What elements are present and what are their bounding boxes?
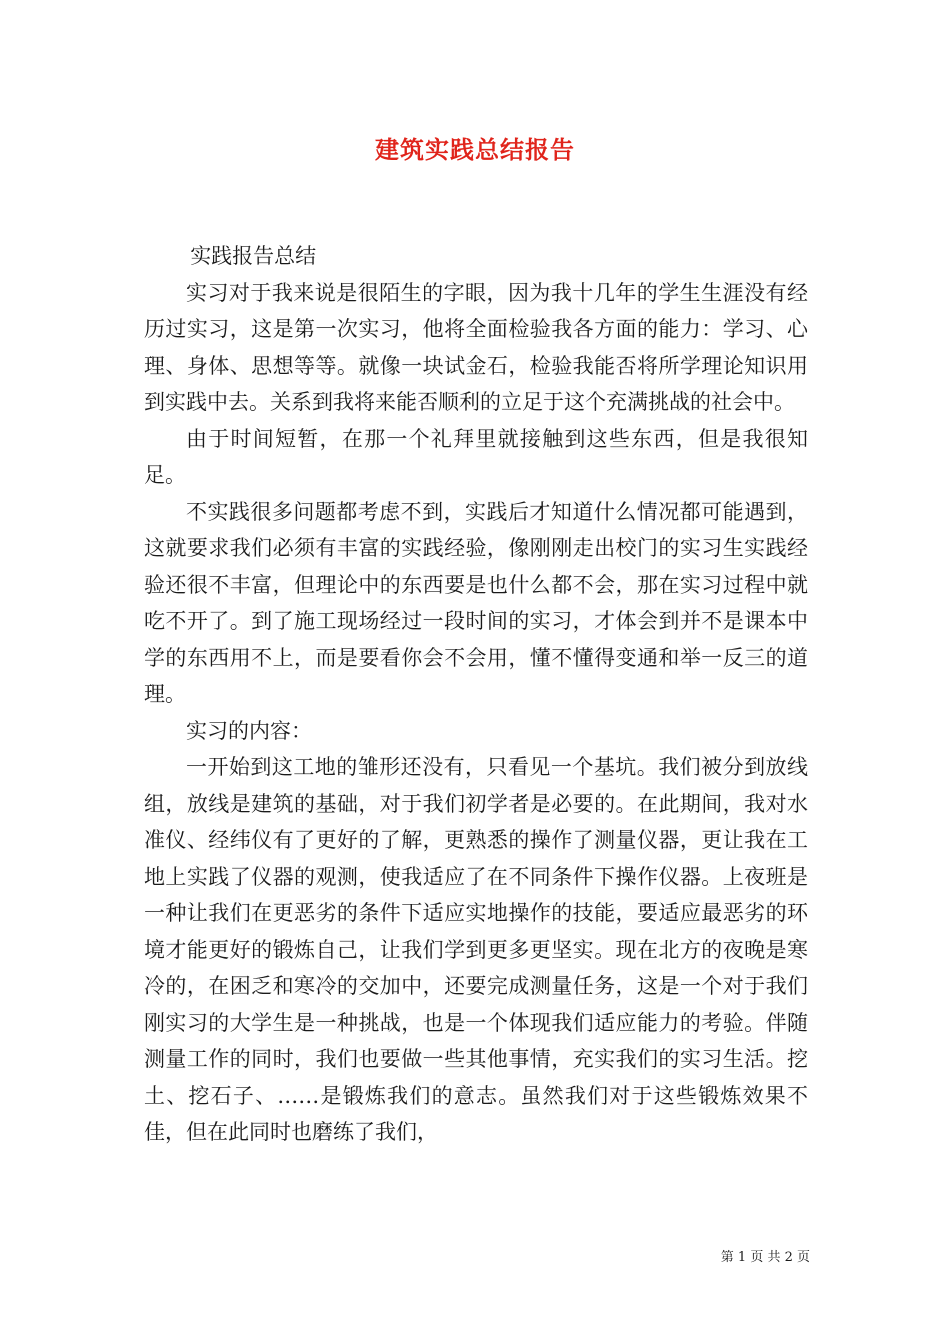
- page-number: 第 1 页 共 2 页: [720, 1250, 810, 1265]
- document-body: [144, 238, 808, 1151]
- paragraph-content: 一开始到这工地的雏形还没有，只看见一个基坑。我们被分到放线组，放线是建筑的基础，对于我们初学者是必要的。在此期间，我对水准仪、经纬仪有了更好的了解，更熟悉的操作了测量仪器，更让我在工地上实践了仪器的观测，使我适应了在不同条件下操作仪器。上夜班是一种让我们在更恶劣的条件下适应实地操作的技能，要适应最恶劣的环境才能更好的锻炼自己，让我们学到更多更坚实。现在北方的夜晚是寒冷的，在困乏和寒冷的交加中，还要完成测量任务，这是一个对于我们刚实习的大学生是一种挑战，也是一个体现我们适应能力的考验。伴随测量工作的同时，我们也要做一些其他事情，充实我们的实习生活。挖土、挖石子、……是锻炼我们的意志。虽然我们对于这些锻炼效果不佳，但在此同时也磨练了我们，: [144, 755, 808, 1144]
- document-title: 建筑实践总结报告: [375, 135, 575, 164]
- section-heading-summary: 实践报告总结: [190, 244, 317, 268]
- section-heading-content: 实习的内容：: [186, 718, 312, 743]
- paragraph-intro: 实习对于我来说是很陌生的字眼，因为我十几年的学生生涯没有经历过实习，这是第一次实习，他将全面检验我各方面的能力：学习、心理、身体、思想等等。就像一块试金石，检验我能否将所学理论知识用到实践中去。关系到我将来能否顺利的立足于这个充满挑战的社会中。: [144, 280, 808, 414]
- paragraph-time: 由于时间短暂，在那一个礼拜里就接触到这些东西，但是我很知足。: [144, 426, 808, 487]
- paragraph-practice: 不实践很多问题都考虑不到，实践后才知道什么情况都可能遇到，这就要求我们必须有丰富的实践经验，像刚刚走出校门的实习生实践经验还很不丰富，但理论中的东西要是也什么都不会，那在实习过程中就吃不开了。到了施工现场经过一段时间的实习，才体会到并不是课本中学的东西用不上，而是要看你会不会用，懂不懂得变通和举一反三的道理。: [144, 499, 808, 706]
